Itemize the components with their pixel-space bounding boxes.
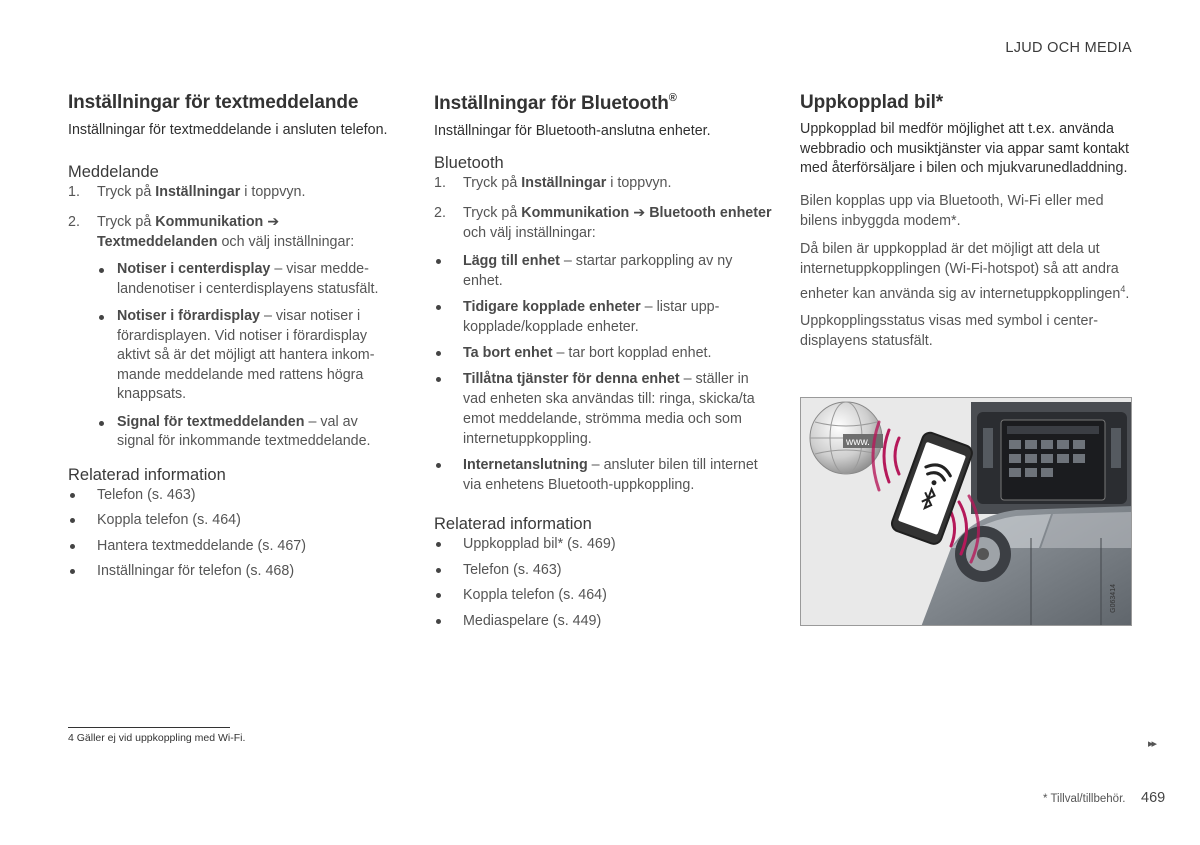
registered-mark: ® bbox=[668, 92, 677, 104]
option-item bbox=[97, 413, 398, 452]
next-page-arrows-icon[interactable]: ▸▸ bbox=[1148, 738, 1156, 750]
step-text: Tryck på bbox=[97, 214, 156, 230]
section-intro: Uppkopplad bil medför möjlighet att t.ex. använda webbradio och musiktjänster via appar samt kontakt med återförsäljare i bilen och mjukvarunedladdning. bbox=[800, 121, 1129, 176]
figure-code: G063414 bbox=[1110, 584, 1117, 613]
option-desc: – visar meddelandenotiser i centerdisplayens statusfält. bbox=[117, 261, 379, 297]
footnote-ref[interactable]: 4 bbox=[1120, 283, 1126, 294]
option-item bbox=[434, 343, 774, 363]
center-display-icon bbox=[971, 402, 1132, 514]
option-item bbox=[434, 297, 774, 337]
step-item bbox=[434, 173, 774, 193]
page-number: 469 bbox=[1141, 790, 1166, 806]
globe-label: www. bbox=[846, 437, 870, 448]
illustration-svg bbox=[801, 398, 1132, 626]
paragraph: Uppkopplingsstatus visas med symbol i centerdisplayens statusfält. bbox=[800, 313, 1098, 350]
step-number: 1. bbox=[68, 184, 80, 200]
option-item bbox=[97, 260, 398, 299]
footer-note: * Tillval/tillbehör. bbox=[1043, 793, 1126, 805]
option-name: Tillåtna tjänster för denna enhet bbox=[463, 371, 680, 387]
step-number: 2. bbox=[434, 205, 446, 221]
related-link[interactable]: Uppkopplad bil* (s. 469) bbox=[434, 534, 774, 554]
step-item bbox=[68, 182, 398, 202]
column-text-message-settings bbox=[68, 92, 398, 587]
option-desc: – startar parkoppling av ny enhet. bbox=[463, 253, 733, 289]
related-link[interactable]: Hantera textmeddelande (s. 467) bbox=[68, 536, 398, 556]
option-item bbox=[97, 307, 398, 405]
related-link[interactable]: Koppla telefon (s. 464) bbox=[68, 510, 398, 530]
step-text: och välj inställningar: bbox=[217, 234, 355, 250]
option-name: Internetanslutning bbox=[463, 457, 588, 473]
related-link[interactable]: Inställningar för telefon (s. 468) bbox=[68, 561, 398, 581]
option-desc: – visar notiser i förardisplayen. Vid notiser i förardisplay aktivt så är det möjligt att hantera inkommande meddelande med rattens högra knappsats. bbox=[117, 308, 375, 402]
step-text: och välj inställningar: bbox=[463, 225, 596, 241]
section-title bbox=[434, 92, 774, 115]
paragraph-end: . bbox=[1125, 285, 1130, 302]
step-number: 1. bbox=[434, 175, 446, 191]
section-header-label: LJUD OCH MEDIA bbox=[1005, 40, 1132, 56]
step-item bbox=[434, 203, 774, 243]
related-list bbox=[434, 534, 774, 631]
option-desc: – ställer in vad enheten ska användas till: ringa, skicka/ta emot meddelande, strömma media och som internetuppkoppling. bbox=[463, 371, 755, 447]
related-link[interactable]: Telefon (s. 463) bbox=[68, 485, 398, 505]
section-title: Uppkopplad bil* bbox=[800, 92, 944, 113]
option-name: Tidigare kopplade enheter bbox=[463, 299, 641, 315]
paragraph-text: Då bilen är uppkopplad är det möjligt att dela ut internetuppkopplingen (Wi-Fi-hotspot) så att andra enheter kan använda sig av internetuppkopplingen bbox=[800, 240, 1121, 302]
option-desc: – tar bort kopplad enhet. bbox=[552, 345, 712, 361]
related-link[interactable]: Telefon (s. 463) bbox=[434, 560, 774, 580]
section-intro: Inställningar för Bluetooth-anslutna enheter. bbox=[434, 123, 711, 139]
section-title-text: Inställningar för Bluetooth bbox=[434, 93, 669, 114]
step-item bbox=[68, 212, 398, 252]
paragraph bbox=[800, 239, 1134, 304]
related-heading: Relaterad information bbox=[434, 515, 592, 533]
ui-term: Inställningar bbox=[521, 175, 607, 191]
step-text: i toppvyn. bbox=[606, 175, 672, 191]
step-text: i toppvyn. bbox=[240, 184, 306, 200]
option-item bbox=[434, 369, 774, 449]
footnote: 4 Gäller ej vid uppkoppling med Wi-Fi. bbox=[68, 732, 246, 744]
section-intro: Inställningar för textmeddelande i ansluten telefon. bbox=[68, 122, 388, 138]
option-name: Notiser i centerdisplay bbox=[117, 261, 271, 277]
related-link[interactable]: Koppla telefon (s. 464) bbox=[434, 585, 774, 605]
ui-term: Inställningar bbox=[155, 184, 241, 200]
option-name: Ta bort enhet bbox=[463, 345, 553, 361]
related-link[interactable]: Mediaspelare (s. 449) bbox=[434, 611, 774, 631]
connected-car-illustration bbox=[800, 397, 1132, 626]
option-item bbox=[434, 251, 774, 291]
option-list bbox=[434, 251, 774, 495]
subheading: Meddelande bbox=[68, 163, 159, 181]
option-item bbox=[434, 455, 774, 495]
step-text: Tryck på bbox=[463, 205, 522, 221]
step-number: 2. bbox=[68, 214, 80, 230]
section-title: Inställningar för textmeddelande bbox=[68, 92, 359, 113]
option-list bbox=[68, 260, 398, 452]
step-text: Tryck på bbox=[97, 184, 156, 200]
footnote-divider bbox=[68, 727, 230, 728]
step-text: Tryck på bbox=[463, 175, 522, 191]
option-name: Lägg till enhet bbox=[463, 253, 560, 269]
step-list bbox=[68, 182, 398, 252]
related-list bbox=[68, 485, 398, 582]
option-desc: – listar uppkopplade/kopplade enheter. bbox=[463, 299, 720, 335]
option-desc: – val av signal för inkommande textmeddelande. bbox=[117, 413, 371, 449]
related-heading: Relaterad information bbox=[68, 465, 226, 484]
column-connected-car bbox=[800, 92, 1134, 351]
ui-term: Kommunikation ➔ Bluetooth enheter bbox=[521, 205, 772, 221]
step-list bbox=[434, 173, 774, 243]
option-name: Signal för textmeddelanden bbox=[117, 413, 305, 430]
subheading: Bluetooth bbox=[434, 154, 504, 172]
column-bluetooth-settings bbox=[434, 92, 774, 636]
option-name: Notiser i förardisplay bbox=[117, 308, 261, 324]
option-desc: – ansluter bilen till internet via enhetens Bluetooth-uppkoppling. bbox=[463, 457, 758, 493]
paragraph: Bilen kopplas upp via Bluetooth, Wi-Fi eller med bilens inbyggda modem*. bbox=[800, 192, 1104, 229]
ui-term: Kommunikation ➔ Textmeddelanden bbox=[97, 214, 280, 250]
